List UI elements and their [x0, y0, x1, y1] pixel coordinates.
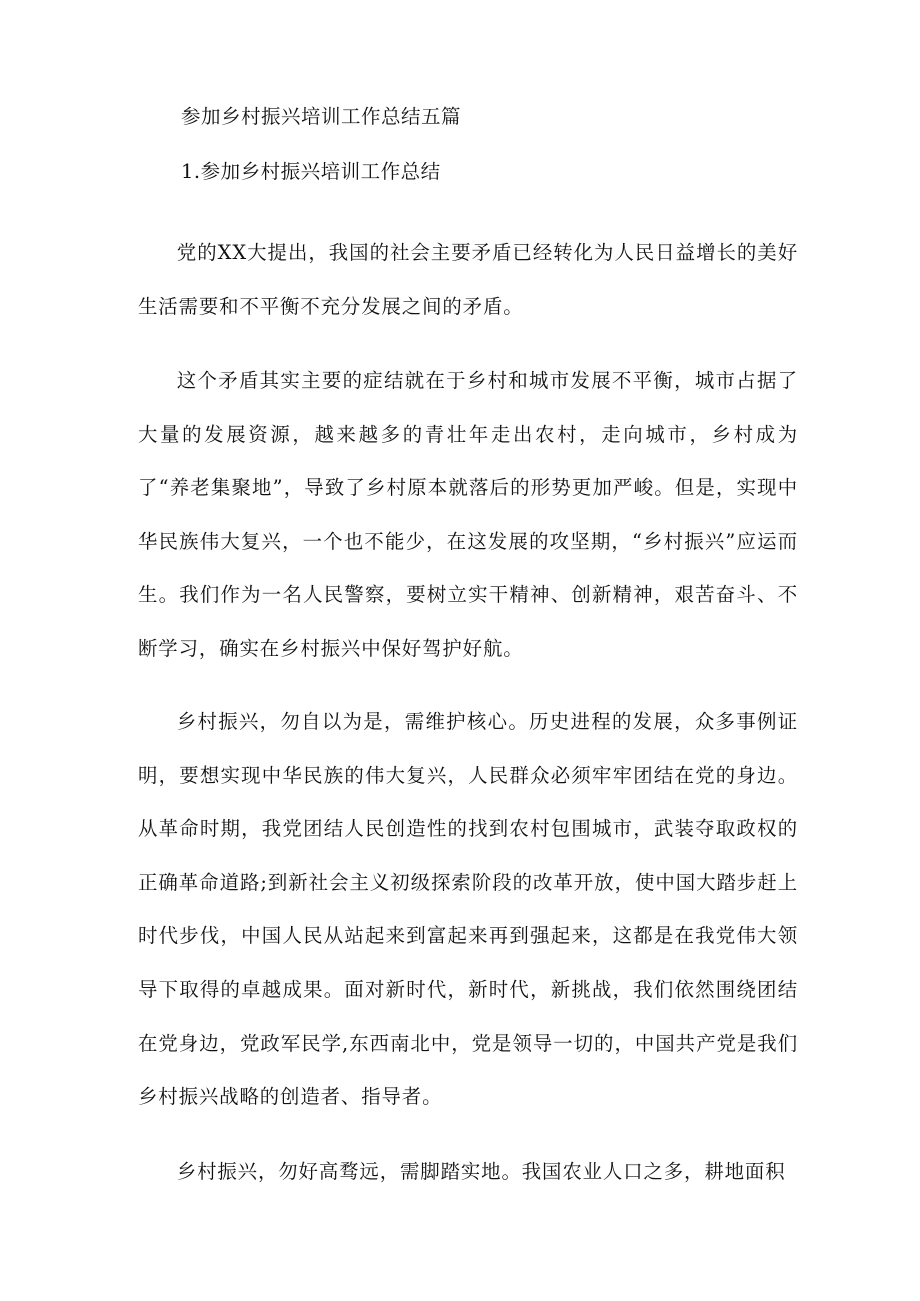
- paragraph: 乡村振兴，勿好高骛远，需脚踏实地。我国农业人口之多，耕地面积: [176, 1160, 786, 1183]
- paragraph: 这个矛盾其实主要的症结就在于乡村和城市发展不平衡，城市占据了大量的发展资源，越来越多的青壮年走出农村，走向城市，乡村成为了“养老集聚地”，导致了乡村原本就落后的形势更加严峻。但是，实现中华民族伟大复兴，一个也不能少，在这发展的攻坚期，“乡村振兴”应运而生。我们作为一名人民警察，要树立实干精神、创新精神，艰苦奋斗、不断学习，确实在乡村振兴中保好驾护好航。: [138, 369, 798, 660]
- section-heading: 1.参加乡村振兴培训工作总结: [181, 160, 441, 183]
- paragraph: 乡村振兴，勿自以为是，需维护核心。历史进程的发展，众多事例证明，要想实现中华民族的伟大复兴，人民群众必须牢牢团结在党的身边。从革命时期，我党团结人民创造性的找到农村包围城市，武装夺取政权的正确革命道路;到新社会主义初级探索阶段的改革开放，使中国大踏步赶上时代步伐，中国人民从站起来到富起来再到强起来，这都是在我党伟大领导下取得的卓越成果。面对新时代，新时代，新挑战，我们依然围绕团结在党身边，党政军民学,东西南北中，党是领导一切的，中国共产党是我们乡村振兴战略的创造者、指导者。: [138, 710, 798, 1109]
- document-title: 参加乡村振兴培训工作总结五篇: [181, 105, 462, 128]
- paragraph: 党的XX大提出，我国的社会主要矛盾已经转化为人民日益增长的美好生活需要和不平衡不充分发展之间的矛盾。: [138, 241, 798, 318]
